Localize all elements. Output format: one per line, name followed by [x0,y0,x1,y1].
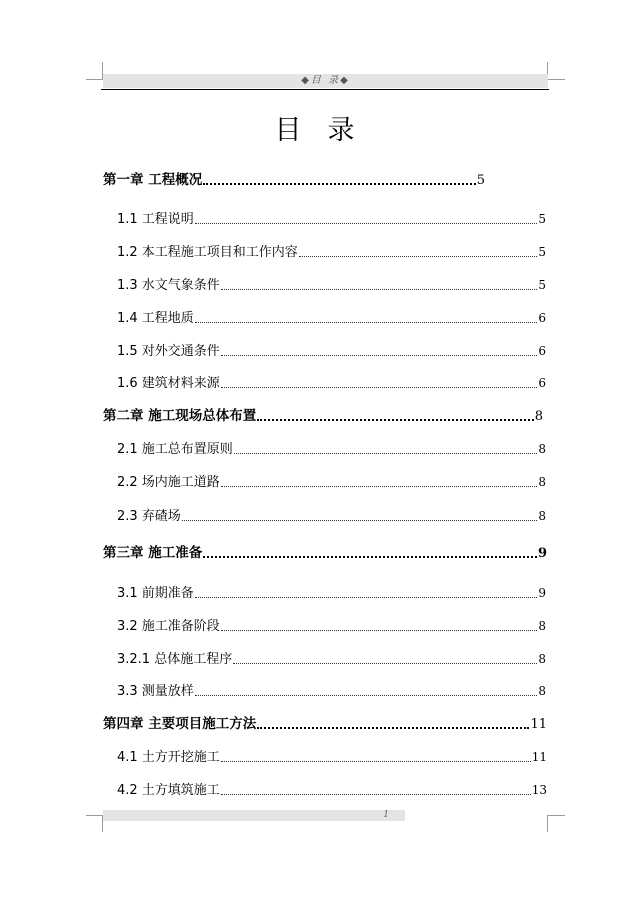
toc-entry-chapter-2[interactable] [103,406,543,426]
toc-entry-label: 2.3 弃碴场 [117,509,181,524]
toc-entry-label: 第四章 主要项目施工方法 [103,716,257,732]
toc-page-number: 9 [537,546,547,561]
toc-page-number: 8 [538,475,546,489]
toc-entry-1-5[interactable] [117,341,546,361]
toc-entry-2-1[interactable] [117,439,546,459]
toc-page-number: 8 [538,684,546,698]
toc-page-number: 6 [538,376,546,390]
toc-entry-label: 1.5 对外交通条件 [117,344,220,359]
toc-entry-label: 4.2 土方填筑施工 [117,783,220,798]
toc-entry-3-3[interactable] [117,681,546,701]
toc-dot-leader [221,288,538,290]
toc-entry-label: 第一章 工程概况 [103,172,203,188]
toc-entry-label: 1.2 本工程施工项目和工作内容 [117,245,298,260]
toc-dot-leader [257,418,534,421]
toc-dot-leader [195,596,538,598]
toc-entry-label: 4.1 土方开挖施工 [117,750,220,765]
toc-page-number: 8 [538,619,546,633]
toc-entry-label: 1.1 工程说明 [117,212,194,227]
toc-page-number: 8 [538,509,546,523]
toc-entry-chapter-1[interactable] [103,170,485,190]
toc-dot-leader [203,182,476,185]
toc-page-number: 11 [530,717,547,732]
toc-entry-label: 3.1 前期准备 [117,586,194,601]
toc-page-number: 8 [538,652,546,666]
toc-entry-chapter-4[interactable] [103,714,547,734]
toc-page-number: 9 [538,586,546,600]
footer-page-number: 1 [383,810,389,820]
toc-entry-1-4[interactable] [117,308,546,328]
toc-dot-leader [195,694,538,696]
page-title: 目录 [274,115,381,146]
toc-dot-leader [221,485,538,487]
toc-entry-4-2[interactable] [117,780,547,800]
toc-entry-label: 第二章 施工现场总体布置 [103,408,257,424]
toc-entry-1-1[interactable] [117,209,546,229]
toc-entry-2-3[interactable] [117,506,546,526]
toc-dot-leader [233,662,537,664]
toc-page-number: 6 [538,344,546,358]
toc-dot-leader [195,321,538,323]
toc-page-number: 5 [476,173,485,188]
toc-dot-leader [182,519,538,521]
toc-entry-label: 1.6 建筑材料来源 [117,376,220,391]
toc-dot-leader [221,793,531,795]
toc-dot-leader [195,222,538,224]
toc-entry-label: 1.4 工程地质 [117,311,194,326]
toc-entry-2-2[interactable] [117,472,546,492]
toc-dot-leader [221,386,538,388]
toc-dot-leader [221,760,531,762]
toc-page-number: 11 [531,750,547,764]
toc-entry-label: 2.2 场内施工道路 [117,475,220,490]
toc-entry-1-3[interactable] [117,275,546,295]
toc-page-number: 8 [534,409,543,424]
toc-entry-label: 1.3 水文气象条件 [117,278,220,293]
header-text: ◆目 录◆ [301,75,350,86]
toc-dot-leader [257,726,529,729]
toc-entry-3-1[interactable] [117,583,546,603]
toc-dot-leader [299,255,538,257]
toc-entry-1-2[interactable] [117,242,546,262]
toc-dot-leader [234,452,538,454]
toc-entry-label: 第三章 施工准备 [103,545,203,561]
toc-entry-label: 2.1 施工总布置原则 [117,442,233,457]
toc-entry-3-2-1[interactable] [117,649,546,669]
toc-dot-leader [203,555,537,558]
toc-entry-chapter-3[interactable] [103,543,547,563]
toc-entry-4-1[interactable] [117,747,547,767]
toc-entry-3-2[interactable] [117,616,546,636]
toc-entry-label: 3.2 施工准备阶段 [117,619,220,634]
toc-dot-leader [221,354,538,356]
toc-entry-1-6[interactable] [117,373,546,393]
page-footer [103,810,405,821]
toc-dot-leader [221,629,538,631]
toc-page-number: 6 [538,311,546,325]
toc-entry-label: 3.2.1 总体施工程序 [117,652,233,667]
toc-page-number: 5 [538,278,546,292]
toc-entry-label: 3.3 测量放样 [117,684,194,699]
toc-page-number: 5 [538,212,546,226]
toc-page-number: 8 [538,442,546,456]
toc-page-number: 5 [538,245,546,259]
toc-page-number: 13 [531,783,547,797]
